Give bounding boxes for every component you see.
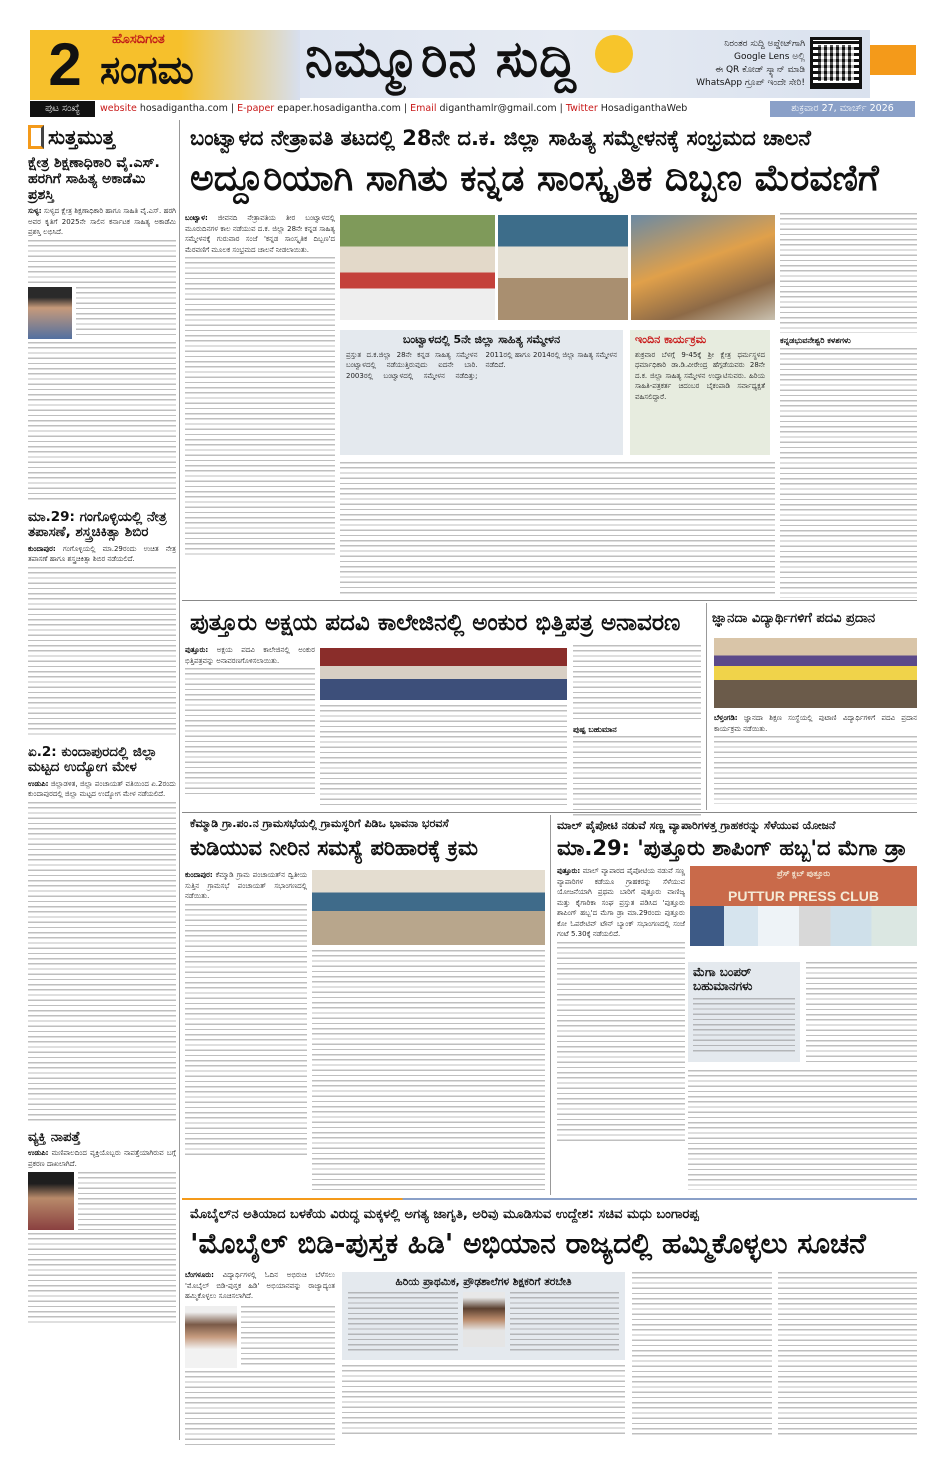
story-headline: ವ್ಯಕ್ತಿ ನಾಪತ್ತೆ [28, 1128, 81, 1145]
story-body [28, 206, 176, 238]
body-text-lines [557, 942, 685, 1142]
email-link[interactable]: diganthamlr@gmail.com [439, 103, 557, 114]
box-text: ಶುಕ್ರವಾರ ಬೆಳಗ್ಗೆ 9-45ಕ್ಕೆ ಶ್ರೀ ಕ್ಷೇತ್ರ ಧರ್ಮಸ್ಥಳದ ಧರ್ಮಾಧಿಕಾರಿ ಡಾ.ಡಿ.ವೀರೇಂದ್ರ ಹೆಗ್ಗಡೆಯವರು 28ನೇ ದ.ಕ. ಜಿಲ್ಲಾ ಸಾಹಿತ್ಯ ಸಮ್ಮೇಳನ ಉದ್ಘಾಟಿಸುವರು. ಹಿರಿಯ ಸಾಹಿತಿ-ಪತ್ರಕರ್ತ ಚಿದಂಬರ ಬೈಕಂಪಾಡಿ ಸರ್ವಾಧ್ಯಕ್ಷತೆ ವಹಿಸಲಿದ್ದಾರೆ. [635, 350, 765, 401]
box-title: ಬಂಟ್ವಾಳದಲ್ಲಿ 5ನೇ ಜಿಲ್ಲಾ ಸಾಹಿತ್ಯ ಸಮ್ಮೇಳನ [402, 333, 561, 346]
divider [182, 1198, 917, 1200]
body-text-lines [573, 736, 701, 816]
subhead: ಕನ್ನಡಭುವನೇಶ್ವರಿ ಕಳಶಗಳು [780, 336, 851, 345]
mega-bumper-box [688, 962, 800, 1062]
akshaya-body [185, 645, 315, 798]
story-headline: ಮಾ.29: ಗಂಗೊಳ್ಳಿಯಲ್ಲಿ ನೇತ್ರ ತಪಾಸಣೆ, ಶಸ್ತ್ರಚಿಕಿತ್ಸಾ ಶಿಬಿರ [28, 508, 167, 541]
lead-text: ಅಕ್ಷಯ ಪದವಿ ಕಾಲೇಜಿನಲ್ಲಿ ಅಂಕುರ ಭಿತ್ತಿಪತ್ರವನ್ನು ಅನಾವರಣಗೊಳಿಸಲಾಯಿತು. [185, 646, 315, 665]
twitter-link[interactable]: HosadiganthaWeb [600, 103, 688, 114]
brand-small: ಹೊಸದಿಗಂತ [112, 32, 165, 47]
lead-text: ವಿದ್ಯಾರ್ಥಿಗಳಲ್ಲಿ ಓದಿನ ಅಭಿರುಚಿ ಬೆಳೆಸಲು 'ಮೊಬೈಲ್ ಬಿಡಿ-ಪುಸ್ತಕ ಹಿಡಿ' ಅಭಿಯಾನವನ್ನು ರಾಜ್ಯಾದ್ಯಂತ ಹಮ್ಮಿಕೊಳ್ಳಲು ಸೂಚಿಸಲಾಗಿದೆ. [185, 1271, 335, 1300]
email-label: Email [410, 103, 437, 114]
qr-text-line: Google Lens ಅಲ್ಲಿ [734, 52, 805, 62]
procession-photo-1 [340, 215, 495, 320]
dateline: ಬೆಳ್ತಂಗಡಿ: [714, 714, 738, 722]
akshaya-headline: ಪುತ್ತೂರು ಅಕ್ಷಯ ಪದವಿ ಕಾಲೇಜಿನಲ್ಲಿ ಅಂಕುರ ಭಿತ್ತಿಪತ್ರ ಅನಾವರಣ [190, 610, 681, 636]
divider [182, 812, 917, 813]
press-meet-people [690, 906, 917, 946]
contact-links: website hosadigantha.com | E-paper epaper.hosadigantha.com | Email diganthamlr@gmail.com | Twitter HosadiganthaWeb [100, 103, 688, 114]
jnanada-body [714, 713, 917, 804]
page-label: ಪುಟ ಸಂಖ್ಯೆ [30, 101, 95, 117]
body-text-lines [28, 240, 176, 284]
story-body [28, 544, 176, 565]
epaper-link[interactable]: epaper.hosadigantha.com [277, 103, 401, 114]
jnanada-lead [714, 713, 917, 734]
orange-block [870, 45, 916, 75]
subhead: ಪುಷ್ಪ ಬಹುಮಾನ [573, 725, 617, 734]
body-text-lines [28, 342, 176, 502]
body-text-lines [340, 462, 775, 594]
body-text-lines [778, 1272, 917, 1435]
qr-text-line: WhatsApp ಗ್ರೂಪ್ ಇಂದೇ ಸೇರಿ! [696, 78, 805, 88]
body-text-lines [185, 904, 307, 1159]
info-box-todays-program [630, 330, 770, 455]
section-logo [28, 125, 176, 149]
body-text-lines [342, 1365, 625, 1435]
page-number: 2 [30, 30, 100, 100]
lead-kicker: ಬಂಟ್ವಾಳದ ನೇತ್ರಾವತಿ ತಟದಲ್ಲಿ 28ನೇ ದ.ಕ. ಜಿಲ್ಲಾ ಸಾಹಿತ್ಯ ಸಮ್ಮೇಳನಕ್ಕೆ ಸಂಭ್ರಮದ ಚಾಲನೆ [190, 126, 811, 150]
dateline: ಉಡುಪಿ: [28, 779, 49, 788]
epaper-label: E-paper [237, 103, 275, 114]
banner-english: PUTTUR PRESS CLUB [690, 888, 917, 906]
website-link[interactable]: hosadigantha.com [139, 103, 228, 114]
body-text-lines [185, 257, 335, 557]
sun-decoration-icon [595, 35, 633, 73]
qr-text-line: ನಿರಂತರ ಸುದ್ದಿ ಅಪ್ಡೇಟ್‌ಗಾಗಿ [724, 39, 805, 49]
water-body [185, 870, 307, 1159]
story-lead: ಮಣಿಪಾಲದಿಂದ ವ್ಯಕ್ತಿಯೊಬ್ಬರು ನಾಪತ್ತೆಯಾಗಿರುವ ಬಗ್ಗೆ ಪ್ರಕರಣ ದಾಖಲಾಗಿದೆ. [28, 1149, 176, 1168]
body-text-lines [632, 1272, 772, 1435]
water-headline: ಕುಡಿಯುವ ನೀರಿನ ಸಮಸ್ಯೆ ಪರಿಹಾರಕ್ಕೆ ಕ್ರಮ [190, 836, 478, 860]
body-text-lines [806, 962, 917, 1062]
dateline: ಸುಳ್ಯ: [28, 207, 42, 216]
qr-instructions [660, 38, 805, 90]
story-headline: ಏ.2: ಕುಂದಾಪುರದಲ್ಲಿ ಜಿಲ್ಲಾ ಮಟ್ಟದ ಉದ್ಯೋಗ ಮೇಳ [28, 743, 158, 776]
info-box-fifth-sammelana [340, 330, 623, 455]
body-text-lines [320, 705, 567, 805]
body-text-lines [76, 287, 176, 339]
body-text-lines [78, 1172, 176, 1230]
mobile-kicker: ಮೊಬೈಲ್‌ನ ಅತಿಯಾದ ಬಳಕೆಯ ವಿರುದ್ಧ ಮಕ್ಕಳಲ್ಲಿ ಅಗತ್ಯ ಜಾಗೃತಿ, ಅರಿವು ಮೂಡಿಸುವ ಉದ್ದೇಶ: ಸಚಿವ ಮಧು ಬಂಗಾರಪ್ಪ [190, 1207, 699, 1222]
dateline: ಉಡುಪಿ: [28, 1149, 49, 1158]
mall-body [557, 866, 685, 1142]
gramasabha-photo [312, 870, 545, 945]
body-text-lines [185, 1371, 335, 1449]
mall-headline: ಮಾ.29: 'ಪುತ್ತೂರು ಶಾಪಿಂಗ್ ಹಬ್ಬ'ದ ಮೆಗಾ ಡ್ರಾ [557, 836, 907, 860]
story-lead: ಗಂಗೊಳ್ಳಿಯಲ್ಲಿ ಮಾ.29ರಂದು ಉಚಿತ ನೇತ್ರ ತಪಾಸಣೆ ಹಾಗೂ ಶಸ್ತ್ರಚಿಕಿತ್ಸಾ ಶಿಬಿರ ನಡೆಯಲಿದೆ. [28, 544, 176, 564]
story-body [28, 1148, 176, 1169]
portrait-photo [28, 287, 72, 339]
mobile-body [185, 1270, 335, 1449]
lead-text: ಮಾಲ್ ವ್ಯಾಪಾರದ ಪೈಪೋಟಿಯ ನಡುವೆ ಸಣ್ಣ ವ್ಯಾಪಾರಿಗಳ ಕಡೆಯೂ ಗ್ರಾಹಕರನ್ನು ಸೆಳೆಯುವ ಯೋಜನೆಯಾಗಿ ಪ್ರಥಮ ಬಾರಿಗೆ ಪುತ್ತೂರು ವಾಣಿಜ್ಯ ಮತ್ತು ಕೈಗಾರಿಕಾ ಸಂಘ ಪ್ರಸ್ತುತ ಪಡಿಸಿದ 'ಪುತ್ತೂರು ಶಾಪಿಂಗ್ ಹಬ್ಬ'ದ ಮೆಗಾ ಡ್ರಾ ಮಾ.29ರಂದು ಪುತ್ತೂರು ಕೋ ಓಪರೇಟಿವ್ ಟೌನ್ ಬ್ಯಾಂಕ್ ಸಭಾಂಗಣದಲ್ಲಿ ಸಂಜೆ ಗಂಟೆ 5.30ಕ್ಕೆ ನಡೆಯಲಿದೆ. [557, 867, 685, 938]
box-title: ಮೆಗಾ ಬಂಪರ್ ಬಹುಮಾನಗಳು [693, 965, 753, 993]
body-text-lines [28, 567, 176, 737]
lead-body-col4 [780, 213, 917, 598]
dateline: ಪುತ್ತೂರು: [185, 646, 209, 654]
graduation-photo [714, 638, 917, 708]
akshaya-event-photo [320, 648, 567, 700]
body-text-lines [780, 348, 917, 598]
lead-paragraph [185, 213, 335, 255]
story-headline: ಕ್ಷೇತ್ರ ಶಿಕ್ಷಣಾಧಿಕಾರಿ ವೈ.ಎಸ್. ಹರಗಿಗೆ ಸಾಹಿತ್ಯ ಅಕಾಡೆಮಿ ಪ್ರಶಸ್ತಿ [28, 155, 160, 204]
website-label: website [100, 103, 137, 114]
story-body [28, 779, 176, 800]
procession-photo-3 [631, 215, 775, 320]
procession-photo-2 [498, 215, 628, 320]
body-text-lines [573, 645, 701, 723]
issue-date: ಶುಕ್ರವಾರ 27, ಮಾರ್ಚ್ 2026 [770, 101, 915, 117]
minister-photo [185, 1306, 237, 1368]
teacher-training-box [342, 1272, 625, 1360]
body-text-lines [28, 802, 176, 1122]
column-divider [179, 120, 180, 1440]
divider [182, 600, 917, 601]
akshaya-body-col3 [573, 645, 701, 816]
body-text-lines [780, 213, 917, 333]
story-lead: ಜಿಲ್ಲಾಡಳಿತ, ಜಿಲ್ಲಾ ಪಂಚಾಯತ್ ವತಿಯಿಂದ ಏ.2ರಂದು ಕುಂದಾಪುರದಲ್ಲಿ ಜಿಲ್ಲಾ ಮಟ್ಟದ ಉದ್ಯೋಗ ಮೇಳ ನಡೆಯಲಿದೆ. [28, 779, 176, 799]
left-column [28, 125, 176, 1323]
dateline: ಬೆಂಗಳೂರು: [185, 1271, 214, 1279]
door-icon [28, 125, 44, 149]
mobile-lead [185, 1270, 335, 1302]
dateline: ಕುಂದಾಪುರ: [28, 544, 56, 553]
lead-body-col1 [185, 213, 335, 557]
dateline: ಪುತ್ತೂರು: [557, 867, 581, 875]
body-text-lines [688, 1070, 917, 1190]
body-text-lines [28, 1233, 176, 1323]
body-text-lines [510, 1292, 620, 1352]
box-title: ಹಿರಿಯ ಪ್ರಾಥಮಿಕ, ಪ್ರೌಢಶಾಲೆಗಳ ಶಿಕ್ಷಕರಿಗೆ ತರಬೇತಿ [395, 1276, 572, 1288]
water-kicker: ಕೆಮ್ಮಾಡಿ ಗ್ರಾ.ಪಂ.ನ ಗ್ರಾಮಸಭೆಯಲ್ಲಿ ಗ್ರಾಮಸ್ಥರಿಗೆ ಪಿಡಿಒ ಭಾವನಾ ಭರವಸೆ [190, 817, 449, 830]
lead-text: ಜೀವನದಿ ನೇತ್ರಾವತಿಯ ತೀರ ಬಂಟ್ವಾಳದಲ್ಲಿ ಮೂರುದಿನಗಳ ಕಾಲ ನಡೆಯುವ ದ.ಕ. ಜಿಲ್ಲಾ 28ನೇ ಕನ್ನಡ ಸಾಹಿತ್ಯ ಸಮ್ಮೇಳನಕ್ಕೆ ಗುರುವಾರ ಸಂಜೆ 'ಕನ್ನಡ ಸಾಂಸ್ಕೃತಿಕ ದಿಬ್ಬಣ'ದ ಮೆರವಣಿಗೆ ಮೂಲಕ ಸಂಭ್ರಮದ ಚಾಲನೆ ನೀಡಲಾಯಿತು. [185, 214, 335, 254]
body-text-lines [185, 668, 315, 798]
mobile-headline: 'ಮೊಬೈಲ್ ಬಿಡಿ-ಪುಸ್ತಕ ಹಿಡಿ' ಅಭಿಯಾನ ರಾಜ್ಯದಲ್ಲಿ ಹಮ್ಮಿಕೊಳ್ಳಲು ಸೂಚನೆ [190, 1227, 866, 1260]
official-photo [463, 1292, 505, 1347]
section-title: ನಿಮ್ಮೂರಿನ ಸುದ್ದಿ [305, 30, 577, 88]
mall-lead [557, 866, 685, 940]
box-title: ಇಂದಿನ ಕಾರ್ಯಕ್ರಮ [635, 333, 707, 346]
missing-person-photo [28, 1172, 74, 1230]
box-text: ಪ್ರಸ್ತುತ ದ.ಕ.ಜಿಲ್ಲಾ 28ನೇ ಕನ್ನಡ ಸಾಹಿತ್ಯ ಸಮ್ಮೇಳನ ಬಂಟ್ವಾಳದಲ್ಲಿ ನಡೆಯುತ್ತಿರುವುದು ಐದನೇ ಬಾರಿ. 2003ರಲ್ಲಿ ಬಂಟ್ವಾಳದಲ್ಲಿ ಸಮ್ಮೇಳನ ನಡೆದಿತ್ತು; 2011ರಲ್ಲಿ ಹಾಗೂ 2014ರಲ್ಲಿ ಜಿಲ್ಲಾ ಸಾಹಿತ್ಯ ಸಮ್ಮೇಳನ ನಡೆದಿದೆ. [346, 350, 617, 380]
body-text-lines [714, 736, 917, 804]
press-club-photo [690, 866, 917, 946]
lead-text: ಕೆಮ್ಮಾಡಿ ಗ್ರಾಮ ಪಂಚಾಯತ್‌ನ ದ್ವಿತೀಯ ಸುತ್ತಿನ ಗ್ರಾಮಸಭೆ ಪಂಚಾಯತ್ ಸಭಾಂಗಣದಲ್ಲಿ ನಡೆಯಿತು. [185, 871, 307, 900]
brand-main: ಸಂಗಮ [100, 48, 194, 92]
twitter-label: Twitter [565, 103, 598, 114]
jnanada-headline: ಜ್ಞಾನದಾ ವಿದ್ಯಾರ್ಥಿಗಳಿಗೆ ಪದವಿ ಪ್ರದಾನ [712, 611, 876, 626]
body-text-lines [693, 998, 795, 1053]
dateline: ಕುಂದಾಪುರ: [185, 871, 213, 879]
akshaya-lead [185, 645, 315, 666]
brand-logo [100, 30, 300, 100]
column-divider [550, 815, 551, 1195]
body-text-lines [241, 1306, 335, 1368]
mall-kicker: ಮಾಲ್ ಪೈಪೋಟಿ ನಡುವೆ ಸಣ್ಣ ವ್ಯಾಪಾರಿಗಳತ್ತ ಗ್ರಾಹಕರನ್ನು ಸೆಳೆಯುವ ಯೋಜನೆ [557, 819, 836, 832]
column-divider [706, 603, 707, 810]
info-strip [30, 101, 915, 117]
body-text-lines [312, 950, 545, 1190]
section-logo-text: ಸುತ್ತಮುತ್ತ [48, 125, 115, 149]
qr-text-line: ಈ QR ಕೋಡ್ ಸ್ಕ್ಯಾನ್ ಮಾಡಿ [715, 65, 805, 75]
banner-kannada: ಪ್ರೆಸ್ ಕ್ಲಬ್ ಪುತ್ತೂರು [776, 869, 830, 878]
lead-text: ಜ್ಞಾನದಾ ಶಿಕ್ಷಣ ಸಂಸ್ಥೆಯಲ್ಲಿ ಪುಟಾಣಿ ವಿದ್ಯಾರ್ಥಿಗಳಿಗೆ ಪದವಿ ಪ್ರದಾನ ಕಾರ್ಯಕ್ರಮ ನಡೆಯಿತು. [714, 714, 917, 733]
qr-code-pattern [818, 45, 854, 81]
lead-headline: ಅದ್ದೂರಿಯಾಗಿ ಸಾಗಿತು ಕನ್ನಡ ಸಾಂಸ್ಕೃತಿಕ ದಿಬ್ಬಣ ಮೆರವಣಿಗೆ [190, 158, 879, 199]
body-text-lines [348, 1292, 458, 1352]
water-lead [185, 870, 307, 902]
dateline: ಬಂಟ್ವಾಳ: [185, 214, 208, 222]
story-lead: ಸುಳ್ಯದ ಕ್ಷೇತ್ರ ಶಿಕ್ಷಣಾಧಿಕಾರಿ ಹಾಗೂ ಸಾಹಿತಿ ವೈ.ಎಸ್. ಹರಗಿ ಅವರ ಕೃತಿಗೆ 2025ನೇ ಸಾಲಿನ ಕರ್ನಾಟಕ ಸಾಹಿತ್ಯ ಅಕಾಡೆಮಿ ಪ್ರಶಸ್ತಿ ಲಭಿಸಿದೆ. [28, 207, 176, 237]
